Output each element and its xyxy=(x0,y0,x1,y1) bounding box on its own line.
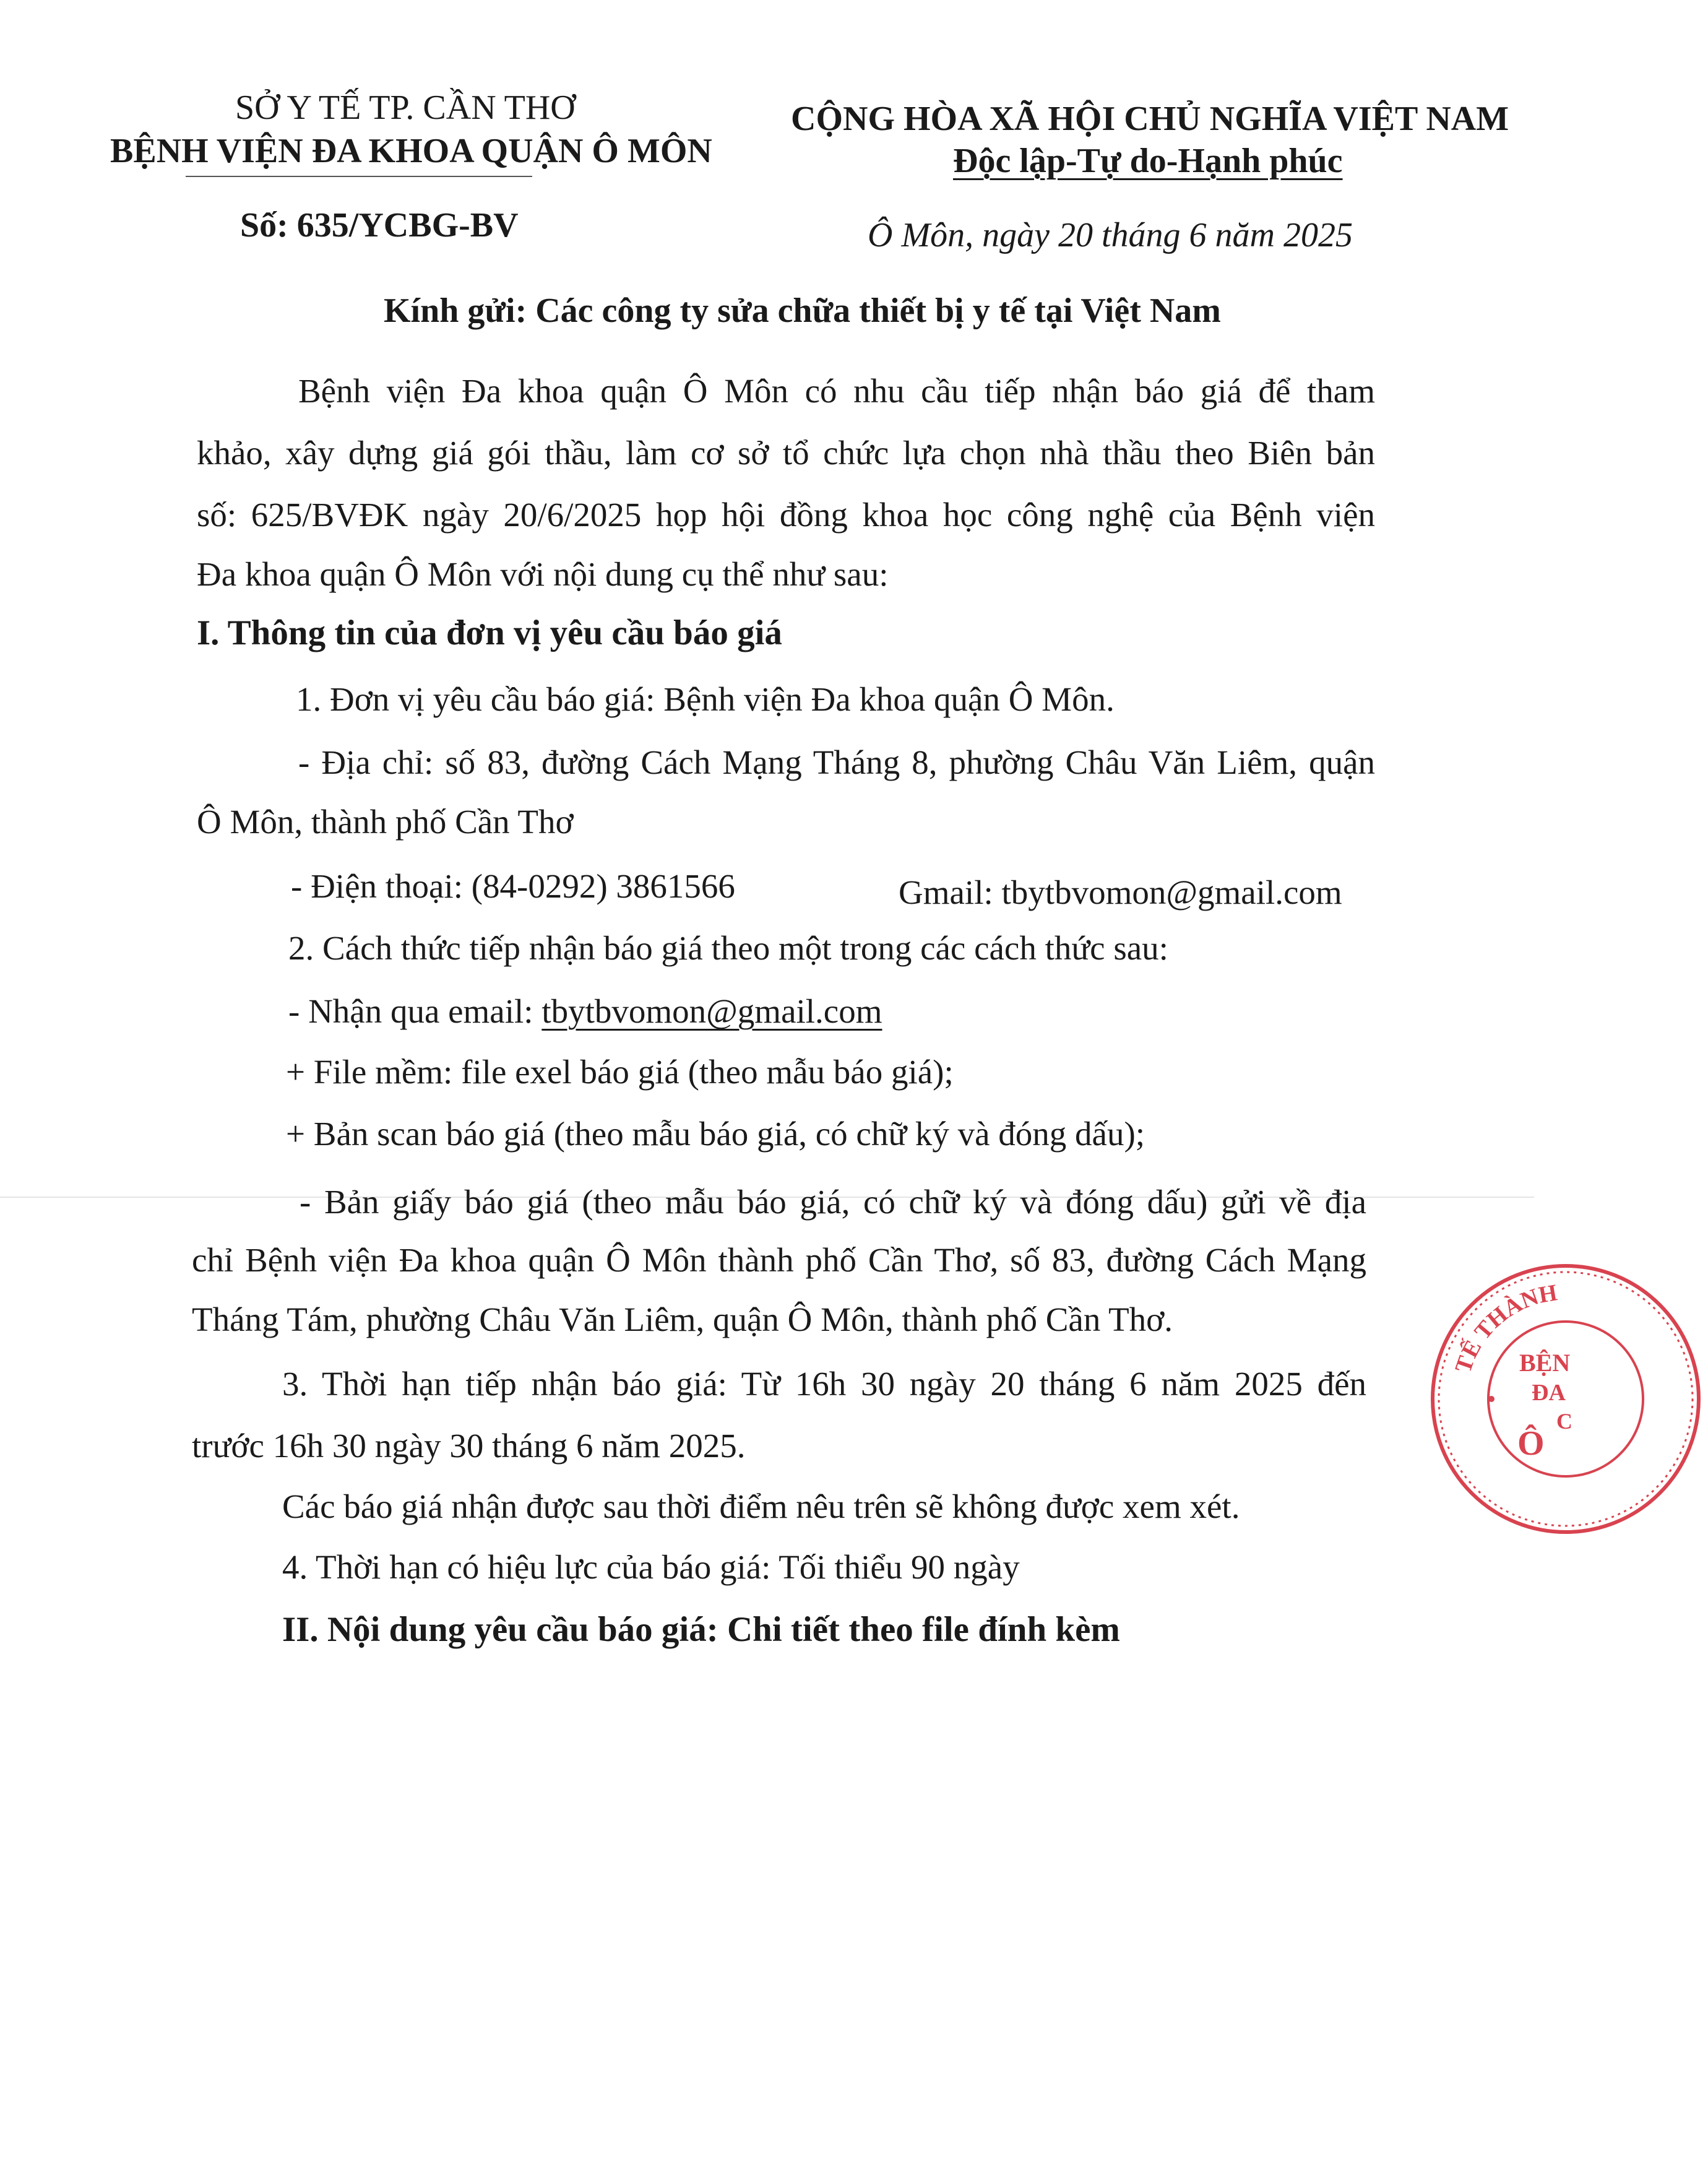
gmail-address: Gmail: tbytbvomon@gmail.com xyxy=(899,873,1342,911)
email-method xyxy=(288,992,882,1031)
intro-line-1: Bệnh viện Đa khoa quận Ô Môn có nhu cầu tiếp nhận báo giá để tham xyxy=(298,372,1375,410)
email-link[interactable]: tbytbvomon@gmail.com xyxy=(541,992,882,1030)
stamp-outer-ring xyxy=(1433,1266,1699,1532)
requesting-unit: 1. Đơn vị yêu cầu báo giá: Bệnh viện Đa khoa quận Ô Môn. xyxy=(296,680,1115,718)
address-line-1: - Địa chỉ: số 83, đường Cách Mạng Tháng 8, phường Châu Văn Liêm, quận xyxy=(298,743,1375,781)
department-name: SỞ Y TẾ TP. CẦN THƠ xyxy=(235,89,576,127)
republic-title: CỘNG HÒA XÃ HỘI CHỦ NGHĨA VIỆT NAM xyxy=(791,100,1509,138)
stamp-inner-line-2: ĐA xyxy=(1532,1380,1566,1406)
late-note: Các báo giá nhận được sau thời điểm nêu trên sẽ không được xem xét. xyxy=(282,1487,1240,1525)
address-line-2: Ô Môn, thành phố Cần Thơ xyxy=(197,803,574,841)
stamp-inner-line-1: BỆN xyxy=(1519,1349,1571,1377)
deadline-line-1: 3. Thời hạn tiếp nhận báo giá: Từ 16h 30 ngày 20 tháng 6 năm 2025 đến xyxy=(282,1365,1366,1403)
paper-method-line-3: Tháng Tám, phường Châu Văn Liêm, quận Ô Môn, thành phố Cần Thơ. xyxy=(192,1301,1173,1338)
stamp-inner-line-3: C xyxy=(1556,1409,1572,1434)
recipient-line: Kính gửi: Các công ty sửa chữa thiết bị y tế tại Việt Nam xyxy=(384,292,1221,330)
intro-line-4: Đa khoa quận Ô Môn với nội dung cụ thể như sau: xyxy=(197,555,889,593)
hospital-stamp xyxy=(1423,1257,1708,1541)
paper-method-line-2: chỉ Bệnh viện Đa khoa quận Ô Môn thành phố Cần Thơ, số 83, đường Cách Mạng xyxy=(192,1241,1366,1279)
stamp-star-mark xyxy=(1488,1396,1494,1402)
phone-number: - Điện thoại: (84-0292) 3861566 xyxy=(291,867,735,905)
scan-method: + Bản scan báo giá (theo mẫu báo giá, có chữ ký và đóng dấu); xyxy=(286,1115,1145,1153)
email-method-label: - Nhận qua email: xyxy=(288,992,542,1030)
stamp-dotted-ring xyxy=(1439,1272,1693,1526)
stamp-inner-line-4: Ô xyxy=(1517,1424,1545,1463)
hospital-underline xyxy=(186,176,532,177)
section-1-title: I. Thông tin của đơn vị yêu cầu báo giá xyxy=(197,613,782,652)
national-motto: Độc lập-Tự do-Hạnh phúc xyxy=(953,142,1343,180)
paper-method-line-1: - Bản giấy báo giá (theo mẫu báo giá, có chữ ký và đóng dấu) gửi về địa xyxy=(300,1183,1366,1221)
validity-period: 4. Thời hạn có hiệu lực của báo giá: Tối thiểu 90 ngày xyxy=(282,1548,1020,1586)
deadline-line-2: trước 16h 30 ngày 30 tháng 6 năm 2025. xyxy=(192,1427,746,1465)
intro-line-2: khảo, xây dựng giá gói thầu, làm cơ sở tổ chức lựa chọn nhà thầu theo Biên bản xyxy=(197,434,1375,472)
methods-title: 2. Cách thức tiếp nhận báo giá theo một trong các cách thức sau: xyxy=(288,929,1168,967)
intro-line-3: số: 625/BVĐK ngày 20/6/2025 họp hội đồng khoa học công nghệ của Bệnh viện xyxy=(197,496,1375,534)
soft-file-method: + File mềm: file exel báo giá (theo mẫu báo giá); xyxy=(286,1053,954,1091)
stamp-ring-text: TẾ THÀNH xyxy=(1450,1279,1559,1377)
stamp-inner-ring xyxy=(1488,1322,1643,1476)
place-and-date: Ô Môn, ngày 20 tháng 6 năm 2025 xyxy=(868,216,1353,254)
document-number: Số: 635/YCBG-BV xyxy=(240,206,519,245)
section-2-title: II. Nội dung yêu cầu báo giá: Chi tiết theo file đính kèm xyxy=(282,1610,1120,1649)
hospital-name: BỆNH VIỆN ĐA KHOA QUẬN Ô MÔN xyxy=(110,132,712,170)
